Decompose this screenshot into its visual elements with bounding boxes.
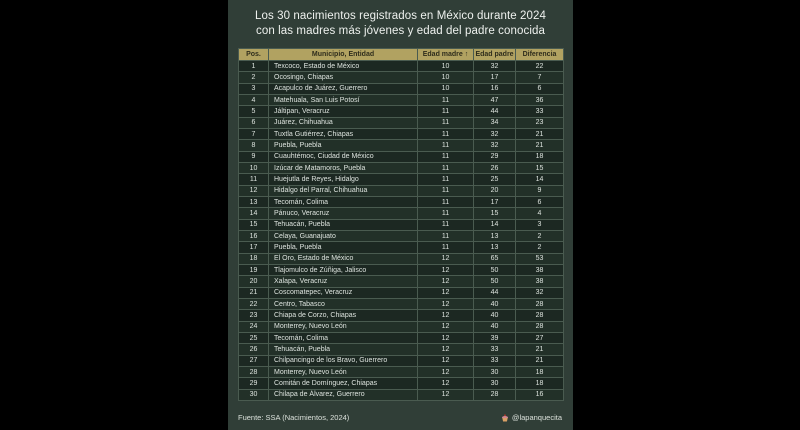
column-header-edad-padre: Edad padre	[474, 49, 516, 61]
pos-cell: 30	[239, 389, 269, 400]
edad-madre-cell: 11	[418, 174, 474, 185]
table-row	[239, 151, 564, 162]
edad-madre-cell: 12	[418, 378, 474, 389]
pos-cell: 29	[239, 378, 269, 389]
diferencia-cell: 18	[516, 366, 564, 377]
column-header-edad-madre: Edad madre ↑	[418, 49, 474, 61]
table-row	[239, 355, 564, 366]
credit	[501, 413, 562, 422]
municipio-cell: Tehuacán, Puebla	[269, 219, 418, 230]
edad-madre-cell: 11	[418, 219, 474, 230]
pos-cell: 10	[239, 162, 269, 173]
diferencia-cell: 21	[516, 140, 564, 151]
municipio-cell: Jáltipan, Veracruz	[269, 106, 418, 117]
source-note: Fuente: SSA (Nacimientos, 2024)	[238, 413, 350, 422]
column-header-municipio-entidad: Municipio, Entidad	[269, 49, 418, 61]
municipio-cell: Hidalgo del Parral, Chihuahua	[269, 185, 418, 196]
edad-padre-cell: 29	[474, 151, 516, 162]
edad-madre-cell: 11	[418, 128, 474, 139]
edad-padre-cell: 50	[474, 276, 516, 287]
pos-cell: 19	[239, 264, 269, 275]
table-row	[239, 321, 564, 332]
pos-cell: 24	[239, 321, 269, 332]
edad-madre-cell: 11	[418, 208, 474, 219]
municipio-cell: Texcoco, Estado de México	[269, 61, 418, 72]
table-row	[239, 140, 564, 151]
edad-padre-cell: 26	[474, 162, 516, 173]
edad-madre-cell: 10	[418, 72, 474, 83]
edad-madre-cell: 12	[418, 366, 474, 377]
pos-cell: 26	[239, 344, 269, 355]
municipio-cell: Tecomán, Colima	[269, 196, 418, 207]
table-row	[239, 94, 564, 105]
edad-padre-cell: 15	[474, 208, 516, 219]
municipio-cell: Centro, Tabasco	[269, 298, 418, 309]
diferencia-cell: 2	[516, 242, 564, 253]
table-row	[239, 310, 564, 321]
table-row	[239, 378, 564, 389]
edad-padre-cell: 30	[474, 366, 516, 377]
edad-padre-cell: 65	[474, 253, 516, 264]
edad-padre-cell: 40	[474, 298, 516, 309]
pos-cell: 23	[239, 310, 269, 321]
edad-padre-cell: 40	[474, 321, 516, 332]
chart-title-line2: con las madres más jóvenes y edad del padre conocida	[255, 25, 546, 37]
table-row	[239, 106, 564, 117]
municipio-cell: Izúcar de Matamoros, Puebla	[269, 162, 418, 173]
pos-cell: 5	[239, 106, 269, 117]
pos-cell: 22	[239, 298, 269, 309]
table-row	[239, 332, 564, 343]
diferencia-cell: 15	[516, 162, 564, 173]
edad-madre-cell: 12	[418, 332, 474, 343]
municipio-cell: Xalapa, Veracruz	[269, 276, 418, 287]
edad-madre-cell: 12	[418, 264, 474, 275]
edad-padre-cell: 17	[474, 196, 516, 207]
diferencia-cell: 36	[516, 94, 564, 105]
credit-handle: @lapanquecita	[511, 413, 562, 422]
pos-cell: 3	[239, 83, 269, 94]
edad-madre-cell: 12	[418, 310, 474, 321]
table-row	[239, 242, 564, 253]
edad-madre-cell: 11	[418, 106, 474, 117]
chart-title-line1: Los 30 nacimientos registrados en México durante 2024	[254, 10, 547, 22]
pos-cell: 8	[239, 140, 269, 151]
diferencia-cell: 38	[516, 264, 564, 275]
municipio-cell: Huejutla de Reyes, Hidalgo	[269, 174, 418, 185]
edad-padre-cell: 40	[474, 310, 516, 321]
table-row	[239, 117, 564, 128]
municipio-cell: Puebla, Puebla	[269, 242, 418, 253]
diferencia-cell: 6	[516, 196, 564, 207]
edad-madre-cell: 12	[418, 253, 474, 264]
edad-padre-cell: 44	[474, 106, 516, 117]
edad-madre-cell: 10	[418, 61, 474, 72]
edad-padre-cell: 28	[474, 389, 516, 400]
pos-cell: 14	[239, 208, 269, 219]
table-row	[239, 72, 564, 83]
edad-padre-cell: 33	[474, 344, 516, 355]
diferencia-cell: 33	[516, 106, 564, 117]
edad-padre-cell: 39	[474, 332, 516, 343]
diferencia-cell: 38	[516, 276, 564, 287]
municipio-cell: Tlajomulco de Zúñiga, Jalisco	[269, 264, 418, 275]
pos-cell: 4	[239, 94, 269, 105]
municipio-cell: Matehuala, San Luis Potosí	[269, 94, 418, 105]
edad-madre-cell: 12	[418, 389, 474, 400]
table-row	[239, 162, 564, 173]
municipio-cell: Acapulco de Juárez, Guerrero	[269, 83, 418, 94]
table-row	[239, 253, 564, 264]
table-row	[239, 185, 564, 196]
edad-padre-cell: 13	[474, 230, 516, 241]
municipio-cell: Monterrey, Nuevo León	[269, 321, 418, 332]
infographic-card	[228, 0, 573, 430]
column-header-diferencia: Diferencia	[516, 49, 564, 61]
pos-cell: 7	[239, 128, 269, 139]
table-row	[239, 174, 564, 185]
edad-madre-cell: 11	[418, 185, 474, 196]
pos-cell: 6	[239, 117, 269, 128]
table-row	[239, 287, 564, 298]
edad-padre-cell: 20	[474, 185, 516, 196]
table-row	[239, 344, 564, 355]
pos-cell: 2	[239, 72, 269, 83]
municipio-cell: Cuauhtémoc, Ciudad de México	[269, 151, 418, 162]
diferencia-cell: 16	[516, 389, 564, 400]
diferencia-cell: 6	[516, 83, 564, 94]
sort-ascending-icon: ↑	[462, 51, 469, 58]
table-row	[239, 389, 564, 400]
pos-cell: 20	[239, 276, 269, 287]
diferencia-cell: 22	[516, 61, 564, 72]
edad-padre-cell: 13	[474, 242, 516, 253]
edad-madre-cell: 11	[418, 94, 474, 105]
diferencia-cell: 21	[516, 355, 564, 366]
cupcake-icon	[501, 414, 509, 422]
municipio-cell: Tecomán, Colima	[269, 332, 418, 343]
diferencia-cell: 2	[516, 230, 564, 241]
diferencia-cell: 32	[516, 287, 564, 298]
edad-padre-cell: 34	[474, 117, 516, 128]
edad-padre-cell: 32	[474, 140, 516, 151]
municipio-cell: Comitán de Domínguez, Chiapas	[269, 378, 418, 389]
municipio-cell: Chiapa de Corzo, Chiapas	[269, 310, 418, 321]
table-header-row	[239, 49, 564, 61]
table-row	[239, 366, 564, 377]
diferencia-cell: 21	[516, 344, 564, 355]
edad-madre-cell: 12	[418, 344, 474, 355]
municipio-cell: Juárez, Chihuahua	[269, 117, 418, 128]
diferencia-cell: 7	[516, 72, 564, 83]
pos-cell: 28	[239, 366, 269, 377]
edad-padre-cell: 30	[474, 378, 516, 389]
edad-madre-cell: 11	[418, 151, 474, 162]
municipio-cell: Tuxtla Gutiérrez, Chiapas	[269, 128, 418, 139]
edad-madre-cell: 12	[418, 276, 474, 287]
table-row	[239, 128, 564, 139]
edad-padre-cell: 17	[474, 72, 516, 83]
diferencia-cell: 53	[516, 253, 564, 264]
municipio-cell: Tehuacán, Puebla	[269, 344, 418, 355]
edad-madre-cell: 11	[418, 242, 474, 253]
municipio-cell: Monterrey, Nuevo León	[269, 366, 418, 377]
edad-madre-cell: 11	[418, 140, 474, 151]
pos-cell: 15	[239, 219, 269, 230]
diferencia-cell: 18	[516, 378, 564, 389]
edad-madre-cell: 11	[418, 117, 474, 128]
births-table	[238, 48, 564, 401]
pos-cell: 11	[239, 174, 269, 185]
pos-cell: 25	[239, 332, 269, 343]
edad-padre-cell: 33	[474, 355, 516, 366]
table-row	[239, 61, 564, 72]
edad-padre-cell: 25	[474, 174, 516, 185]
diferencia-cell: 28	[516, 321, 564, 332]
table-row	[239, 276, 564, 287]
diferencia-cell: 4	[516, 208, 564, 219]
municipio-cell: Puebla, Puebla	[269, 140, 418, 151]
edad-padre-cell: 32	[474, 128, 516, 139]
pos-cell: 9	[239, 151, 269, 162]
pos-cell: 13	[239, 196, 269, 207]
municipio-cell: Chilpancingo de los Bravo, Guerrero	[269, 355, 418, 366]
edad-padre-cell: 16	[474, 83, 516, 94]
edad-padre-cell: 47	[474, 94, 516, 105]
table-row	[239, 83, 564, 94]
edad-madre-cell: 10	[418, 83, 474, 94]
diferencia-cell: 3	[516, 219, 564, 230]
edad-madre-cell: 12	[418, 287, 474, 298]
edad-padre-cell: 44	[474, 287, 516, 298]
table-row	[239, 219, 564, 230]
edad-madre-cell: 12	[418, 355, 474, 366]
diferencia-cell: 28	[516, 310, 564, 321]
table-row	[239, 196, 564, 207]
edad-madre-cell: 11	[418, 196, 474, 207]
edad-padre-cell: 14	[474, 219, 516, 230]
diferencia-cell: 18	[516, 151, 564, 162]
municipio-cell: Coscomatepec, Veracruz	[269, 287, 418, 298]
diferencia-cell: 9	[516, 185, 564, 196]
table-row	[239, 230, 564, 241]
edad-padre-cell: 32	[474, 61, 516, 72]
table-row	[239, 264, 564, 275]
municipio-cell: El Oro, Estado de México	[269, 253, 418, 264]
chart-title	[228, 0, 573, 39]
diferencia-cell: 27	[516, 332, 564, 343]
municipio-cell: Ocosingo, Chiapas	[269, 72, 418, 83]
edad-padre-cell: 50	[474, 264, 516, 275]
table-row	[239, 298, 564, 309]
column-header-pos: Pos.	[239, 49, 269, 61]
municipio-cell: Celaya, Guanajuato	[269, 230, 418, 241]
pos-cell: 17	[239, 242, 269, 253]
pos-cell: 1	[239, 61, 269, 72]
pos-cell: 18	[239, 253, 269, 264]
municipio-cell: Chilapa de Álvarez, Guerrero	[269, 389, 418, 400]
diferencia-cell: 21	[516, 128, 564, 139]
pos-cell: 16	[239, 230, 269, 241]
pos-cell: 27	[239, 355, 269, 366]
footer	[238, 413, 562, 422]
diferencia-cell: 28	[516, 298, 564, 309]
municipio-cell: Pánuco, Veracruz	[269, 208, 418, 219]
edad-madre-cell: 12	[418, 298, 474, 309]
table-row	[239, 208, 564, 219]
edad-madre-cell: 12	[418, 321, 474, 332]
diferencia-cell: 23	[516, 117, 564, 128]
edad-madre-cell: 11	[418, 162, 474, 173]
pos-cell: 12	[239, 185, 269, 196]
edad-madre-cell: 11	[418, 230, 474, 241]
diferencia-cell: 14	[516, 174, 564, 185]
pos-cell: 21	[239, 287, 269, 298]
